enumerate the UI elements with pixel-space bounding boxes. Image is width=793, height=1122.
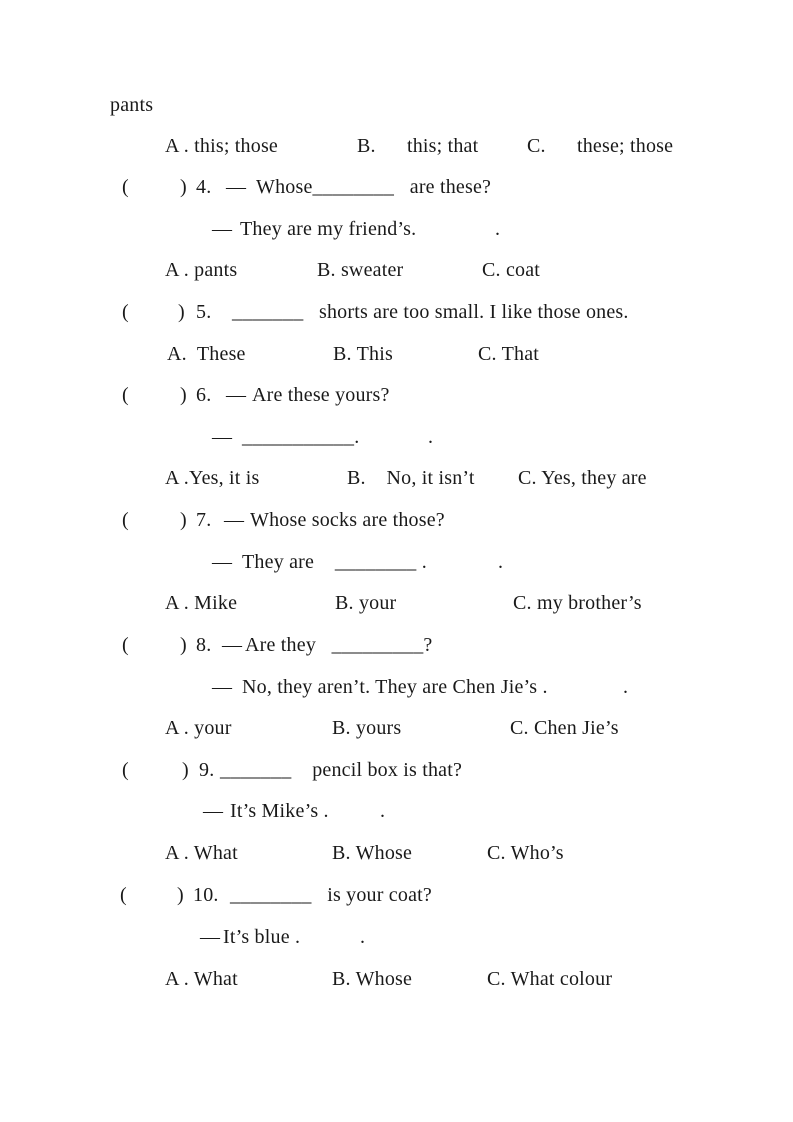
option-a: A . What xyxy=(165,968,238,990)
bracket-open: ( xyxy=(122,759,129,781)
bracket-close: ) xyxy=(177,884,184,906)
bracket-close: ) xyxy=(178,301,185,323)
answer-text: They are my friend’s. xyxy=(240,218,417,240)
option-c: C. Chen Jie’s xyxy=(510,717,619,739)
trailing-period: . xyxy=(495,218,501,240)
em-dash: — xyxy=(212,426,233,448)
option-b: B. this; that xyxy=(357,135,479,157)
em-dash: — xyxy=(203,800,224,822)
trailing-period: . xyxy=(380,800,386,822)
option-b: B. your xyxy=(335,592,397,614)
trailing-period: . xyxy=(360,926,366,948)
option-b: B. This xyxy=(333,343,393,365)
option-c: C. these; those xyxy=(527,135,674,157)
trailing-period: . xyxy=(498,551,504,573)
bracket-open: ( xyxy=(120,884,127,906)
em-dash: — xyxy=(224,509,245,531)
question-prompt: Are these yours? xyxy=(252,384,390,406)
answer-text: They are ________ . xyxy=(242,551,427,573)
option-a: A . What xyxy=(165,842,238,864)
question-prompt: ________ is your coat? xyxy=(230,884,432,906)
question-number: 7. xyxy=(196,509,212,531)
bracket-close: ) xyxy=(180,176,187,198)
answer-text: It’s Mike’s . xyxy=(230,800,329,822)
option-b: B. yours xyxy=(332,717,402,739)
em-dash: — xyxy=(226,176,247,198)
option-c: C. coat xyxy=(482,259,541,281)
option-a: A . pants xyxy=(165,259,238,281)
bracket-open: ( xyxy=(122,509,129,531)
question-prompt: Whose socks are those? xyxy=(250,509,445,531)
em-dash: — xyxy=(212,551,233,573)
em-dash: — xyxy=(226,384,247,406)
option-c: C. What colour xyxy=(487,968,613,990)
question-number: 8. xyxy=(196,634,212,656)
question-number: 10. xyxy=(193,884,219,906)
bracket-open: ( xyxy=(122,634,129,656)
bracket-close: ) xyxy=(180,509,187,531)
option-a: A .Yes, it is xyxy=(165,467,260,489)
answer-text: No, they aren’t. They are Chen Jie’s . xyxy=(242,676,548,698)
option-b: B. sweater xyxy=(317,259,404,281)
em-dash: — xyxy=(200,926,221,948)
bracket-open: ( xyxy=(122,384,129,406)
question-number: 9. xyxy=(199,759,215,781)
em-dash: — xyxy=(212,676,233,698)
em-dash: — xyxy=(212,218,233,240)
question-number: 4. xyxy=(196,176,212,198)
option-b: B. Whose xyxy=(332,968,413,990)
bracket-close: ) xyxy=(180,384,187,406)
option-b: B. No, it isn’t xyxy=(347,467,475,489)
option-c: C. Who’s xyxy=(487,842,564,864)
question-prompt: _______ pencil box is that? xyxy=(220,759,463,781)
bracket-close: ) xyxy=(180,634,187,656)
trailing-period: . xyxy=(623,676,629,698)
option-b: B. Whose xyxy=(332,842,413,864)
question-prompt: _______ shorts are too small. I like those ones. xyxy=(232,301,629,323)
em-dash: — xyxy=(222,634,243,656)
option-a: A . this; those xyxy=(165,135,279,157)
option-a: A . Mike xyxy=(165,592,238,614)
question-prompt: Whose________ are these? xyxy=(256,176,492,198)
option-c: C. Yes, they are xyxy=(518,467,647,489)
bracket-open: ( xyxy=(122,176,129,198)
question-number: 6. xyxy=(196,384,212,406)
question-number: 5. xyxy=(196,301,212,323)
option-c: C. That xyxy=(478,343,540,365)
answer-blank: ___________. xyxy=(242,426,360,448)
option-a: A . your xyxy=(165,717,232,739)
bracket-close: ) xyxy=(182,759,189,781)
trailing-period: . xyxy=(428,426,434,448)
question-prompt: Are they _________? xyxy=(245,634,433,656)
option-a: A. These xyxy=(167,343,246,365)
answer-text: It’s blue . xyxy=(223,926,301,948)
fragment-pants: pants xyxy=(110,94,154,116)
bracket-open: ( xyxy=(122,301,129,323)
option-c: C. my brother’s xyxy=(513,592,642,614)
